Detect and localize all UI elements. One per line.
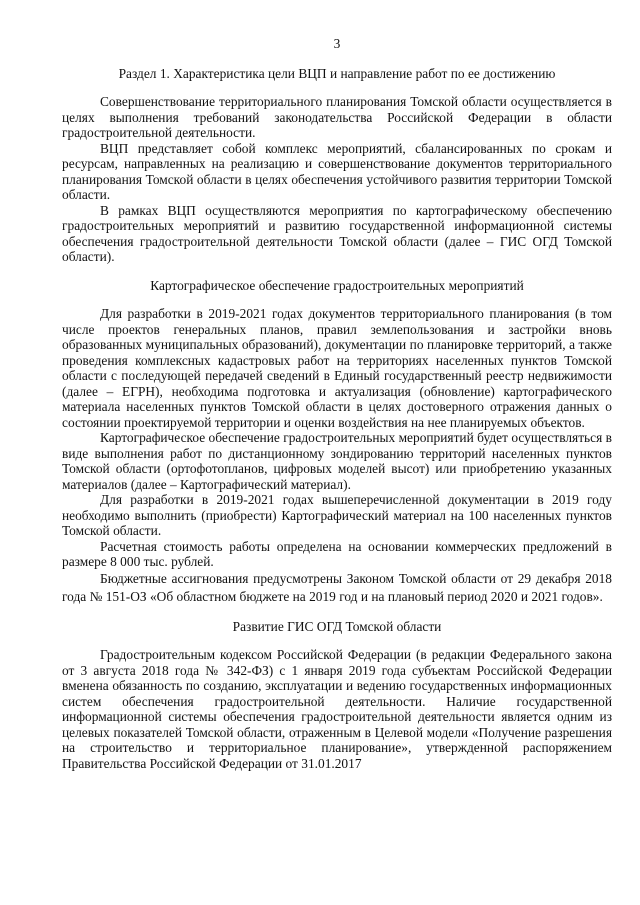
cartography-paragraph-4: Расчетная стоимость работы определена на основании коммерческих предложений в размере 8 000 тыс. рублей. [62, 538, 612, 569]
gis-heading: Развитие ГИС ОГД Томской области [232, 618, 442, 634]
intro-section [62, 94, 612, 265]
intro-paragraph-1: Совершенствование территориального планирования Томской области осуществляется в целях выполнения требований законодательства Российской Федерации в области градостроительной деятельности. [62, 94, 612, 140]
gis-paragraph: Градостроительным кодексом Российской Федерации (в редакции Федерального закона от 3 августа 2018 года № 342-ФЗ) с 1 января 2019 года субъектам Российской Федерации вменена обязанность по созданию, эксплуатации и ведению государственных информационных систем обеспечения градостроительной деятельности. Наличие государственной информационной системы обеспечения градостроительной деятельности является одним из целевых показателей Томской области, отраженным в Целевой модели «Получение разрешения на строительство и территориальное планирование», утвержденной распоряжением Правительства Российской Федерации от 31.01.2017 [62, 647, 612, 771]
cartography-paragraph-1: Для разработки в 2019-2021 годах документов территориального планирования (в том числе проектов генеральных планов, правил землепользования и застройки вновь образованных муниципальных образований), документации по планировке территорий, а также проведения комплексных кадастровых работ на территориях населенных пунктов Томской области с последующей передачей сведений в Единый государственный реестр недвижимости (далее – ЕГРН), необходима подготовка и актуализация (обновление) картографического материала населенных пунктов Томской области в целях достоверного отражения данных о состоянии проектируемой территории и оценки воздействия на нее планируемых объектов. [62, 306, 612, 430]
budget-paragraph: Бюджетные ассигнования предусмотрены Законом Томской области от 29 декабря 2018 года № 151-ОЗ «Об областном бюджете на 2019 год и на плановый период 2020 и 2021 годов». [62, 570, 612, 604]
intro-paragraph-3: В рамках ВЦП осуществляются мероприятия по картографическому обеспечению градостроительных мероприятий и развитию государственной информационной системы обеспечения градостроительной деятельности Томской области (далее – ГИС ОГД Томской области). [62, 202, 612, 264]
cartography-paragraph-2: Картографическое обеспечение градостроительных мероприятий будет осуществляться в виде выполнения работ по дистанционному зондированию территорий населенных пунктов Томской области (ортофотопланов, цифровых моделей высот) или приобретению указанных материалов (далее – Картографический материал). [62, 430, 612, 492]
section-title: Раздел 1. Характеристика цели ВЦП и направление работ по ее достижению [118, 65, 556, 81]
intro-paragraph-2: ВЦП представляет собой комплекс мероприятий, сбалансированных по срокам и ресурсам, направленных на реализацию и совершенствование документов территориального планирования Томской области в целях обеспечения устойчивого развития территории Томской области. [62, 140, 612, 202]
cartography-paragraph-3: Для разработки в 2019-2021 годах вышеперечисленной документации в 2019 году необходимо выполнить (приобрести) Картографический материал на 100 населенных пунктов Томской области. [62, 492, 612, 538]
gis-section [62, 647, 612, 771]
page-number: 3 [333, 36, 341, 51]
cartography-section [62, 306, 612, 606]
cartography-heading: Картографическое обеспечение градостроительных мероприятий [150, 277, 524, 293]
